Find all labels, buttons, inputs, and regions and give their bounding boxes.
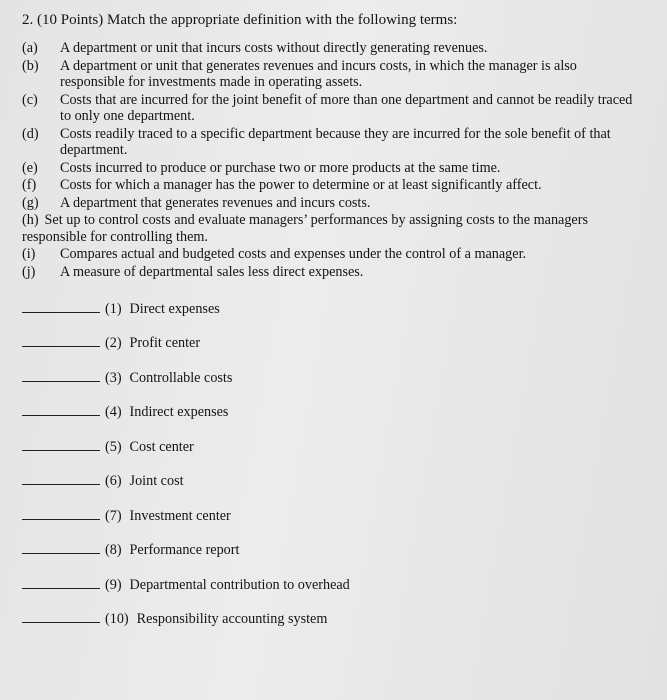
definition-c bbox=[22, 92, 642, 125]
answer-blank[interactable] bbox=[22, 436, 100, 451]
term-row-8 bbox=[22, 539, 239, 559]
term-label: Performance report bbox=[129, 542, 240, 558]
term-row-9 bbox=[22, 574, 350, 594]
term-row-7 bbox=[22, 505, 231, 525]
term-row-4 bbox=[22, 401, 228, 421]
answer-blank[interactable] bbox=[22, 367, 100, 382]
term-row-5 bbox=[22, 436, 194, 456]
definition-text: A department that generates revenues and incurs costs. bbox=[60, 194, 371, 211]
definition-letter: (d) bbox=[22, 125, 39, 142]
answer-blank[interactable] bbox=[22, 470, 100, 485]
definition-text: Costs that are incurred for the joint benefit of more than one department and cannot be readily traced to only one department. bbox=[60, 91, 633, 124]
term-label: Controllable costs bbox=[129, 370, 233, 386]
term-row-1 bbox=[22, 298, 220, 318]
term-label: Responsibility accounting system bbox=[136, 611, 328, 627]
definition-text: Costs readily traced to a specific department because they are incurred for the sole benefit of that department. bbox=[60, 125, 611, 158]
definition-text: Costs incurred to produce or purchase two or more products at the same time. bbox=[60, 159, 501, 176]
term-number: (1) bbox=[105, 301, 122, 317]
term-number: (10) bbox=[105, 611, 129, 627]
definition-text: Set up to control costs and evaluate managers’ performances by assigning costs to the managers responsible for controlling them. bbox=[22, 212, 588, 245]
answer-blank[interactable] bbox=[22, 298, 100, 313]
definition-letter: (i) bbox=[22, 246, 36, 262]
definition-letter: (j) bbox=[22, 263, 36, 280]
term-label: Joint cost bbox=[129, 473, 184, 489]
definition-letter: (f) bbox=[22, 177, 37, 193]
definition-letter: (e) bbox=[22, 159, 38, 176]
term-row-2 bbox=[22, 332, 200, 352]
term-label: Indirect expenses bbox=[129, 404, 229, 420]
term-number: (8) bbox=[105, 542, 122, 558]
definition-text: Costs for which a manager has the power to determine or at least significantly affect. bbox=[60, 177, 542, 193]
definition-b bbox=[22, 58, 642, 91]
term-row-10 bbox=[22, 608, 327, 628]
definition-a bbox=[22, 40, 642, 57]
answer-blank[interactable] bbox=[22, 332, 100, 347]
definition-letter: (h) bbox=[22, 212, 39, 228]
answer-blank[interactable] bbox=[22, 539, 100, 554]
term-label: Direct expenses bbox=[129, 301, 220, 317]
term-label: Investment center bbox=[129, 508, 231, 524]
answer-blank[interactable] bbox=[22, 608, 100, 623]
definition-text: A department or unit that generates revenues and incurs costs, in which the manager is also responsible for investments made in operating assets. bbox=[60, 57, 577, 90]
definition-text: Compares actual and budgeted costs and expenses under the control of a manager. bbox=[60, 246, 527, 262]
definitions-list bbox=[22, 40, 642, 281]
definition-letter: (g) bbox=[22, 194, 39, 211]
definition-e bbox=[22, 160, 642, 177]
definition-letter: (a) bbox=[22, 40, 38, 56]
term-number: (7) bbox=[105, 508, 122, 524]
term-number: (5) bbox=[105, 439, 122, 455]
definition-j bbox=[22, 264, 642, 281]
question-header: 2. (10 Points) Match the appropriate definition with the following terms: bbox=[22, 12, 458, 28]
term-label: Departmental contribution to overhead bbox=[129, 577, 350, 593]
definition-letter: (c) bbox=[22, 91, 38, 108]
definition-letter: (b) bbox=[22, 57, 39, 74]
term-label: Cost center bbox=[129, 439, 194, 455]
term-number: (6) bbox=[105, 473, 122, 489]
definition-text: A department or unit that incurs costs without directly generating revenues. bbox=[60, 40, 488, 56]
term-row-3 bbox=[22, 367, 232, 387]
definition-d bbox=[22, 126, 642, 159]
answer-blank[interactable] bbox=[22, 505, 100, 520]
answer-blank[interactable] bbox=[22, 574, 100, 589]
definition-h bbox=[22, 212, 642, 245]
definition-f bbox=[22, 177, 642, 194]
term-number: (4) bbox=[105, 404, 122, 420]
term-number: (9) bbox=[105, 577, 122, 593]
definition-text: A measure of departmental sales less direct expenses. bbox=[60, 263, 364, 280]
term-number: (2) bbox=[105, 335, 122, 351]
answer-blank[interactable] bbox=[22, 401, 100, 416]
definition-g bbox=[22, 195, 642, 212]
definition-i bbox=[22, 246, 642, 263]
term-label: Profit center bbox=[129, 335, 201, 351]
term-row-6 bbox=[22, 470, 184, 490]
term-number: (3) bbox=[105, 370, 122, 386]
